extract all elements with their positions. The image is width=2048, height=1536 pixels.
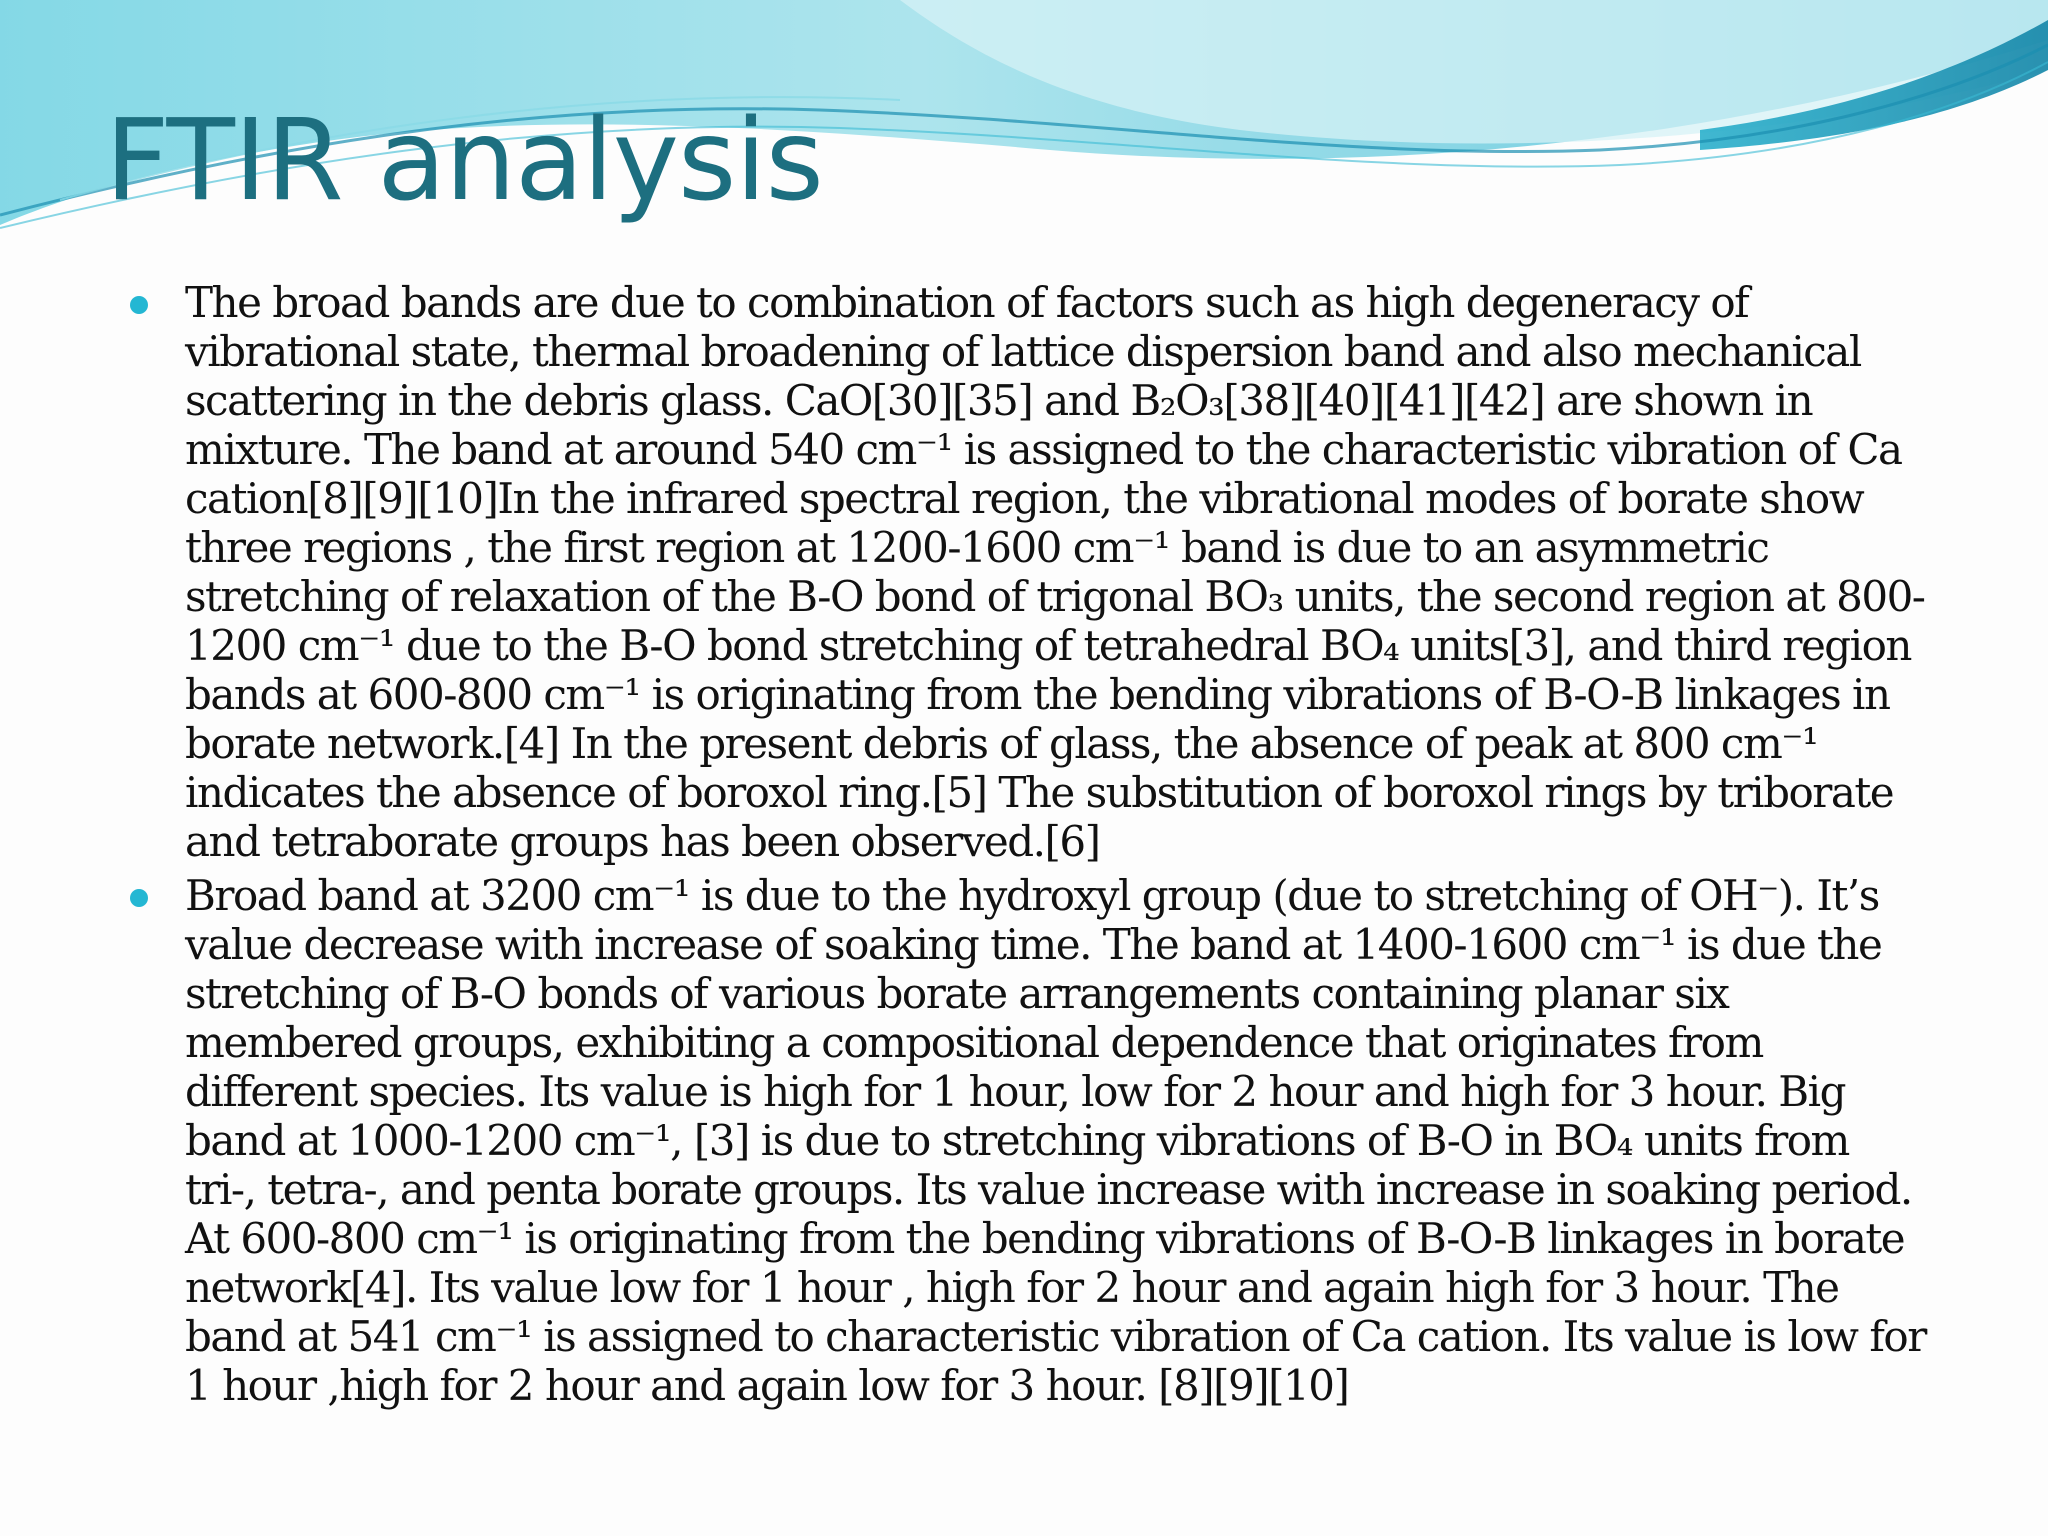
bullet-dot-icon xyxy=(130,889,148,907)
bullet-item xyxy=(130,278,1930,866)
slide-title: FTIR analysis xyxy=(105,96,823,226)
bullet-item xyxy=(130,871,1930,1410)
bullet-text: Broad band at 3200 cm⁻¹ is due to the hydroxyl group (due to stretching of OH⁻). It’s value decrease with increase of soaking time. The band at 1400-1600 cm⁻¹ is due the stretching of B-O bonds of various borate arrangements containing planar six membered groups, exhibiting a compositional dependence that originates from different species. Its value is high for 1 hour, low for 2 hour and high for 3 hour. Big band at 1000-1200 cm⁻¹, [3] is due to stretching vibrations of B-O in BO₄ units from tri-, tetra-, and penta borate groups. Its value increase with increase in soaking period. At 600-800 cm⁻¹ is originating from the bending vibrations of B-O-B linkages in borate network[4]. Its value low for 1 hour , high for 2 hour and again high for 3 hour. The band at 541 cm⁻¹ is assigned to characteristic vibration of Ca cation. Its value is low for 1 hour ,high for 2 hour and again low for 3 hour. [8][9][10] xyxy=(185,871,1926,1410)
bullet-list xyxy=(130,278,1930,1415)
bullet-text: The broad bands are due to combination of factors such as high degeneracy of vibrational state, thermal broadening of lattice dispersion band and also mechanical scattering in the debris glass. CaO[30][35] and B₂O₃[38][40][41][42] are shown in mixture. The band at around 540 cm⁻¹ is assigned to the characteristic vibration of Ca cation[8][9][10]In the infrared spectral region, the vibrational modes of borate show three regions , the first region at 1200-1600 cm⁻¹ band is due to an asymmetric stretching of relaxation of the B-O bond of trigonal BO₃ units, the second region at 800-1200 cm⁻¹ due to the B-O bond stretching of tetrahedral BO₄ units[3], and third region bands at 600-800 cm⁻¹ is originating from the bending vibrations of B-O-B linkages in borate network.[4] In the present debris of glass, the absence of peak at 800 cm⁻¹ indicates the absence of boroxol ring.[5] The substitution of boroxol rings by triborate and tetraborate groups has been observed.[6] xyxy=(185,278,1925,866)
bullet-dot-icon xyxy=(130,296,148,314)
